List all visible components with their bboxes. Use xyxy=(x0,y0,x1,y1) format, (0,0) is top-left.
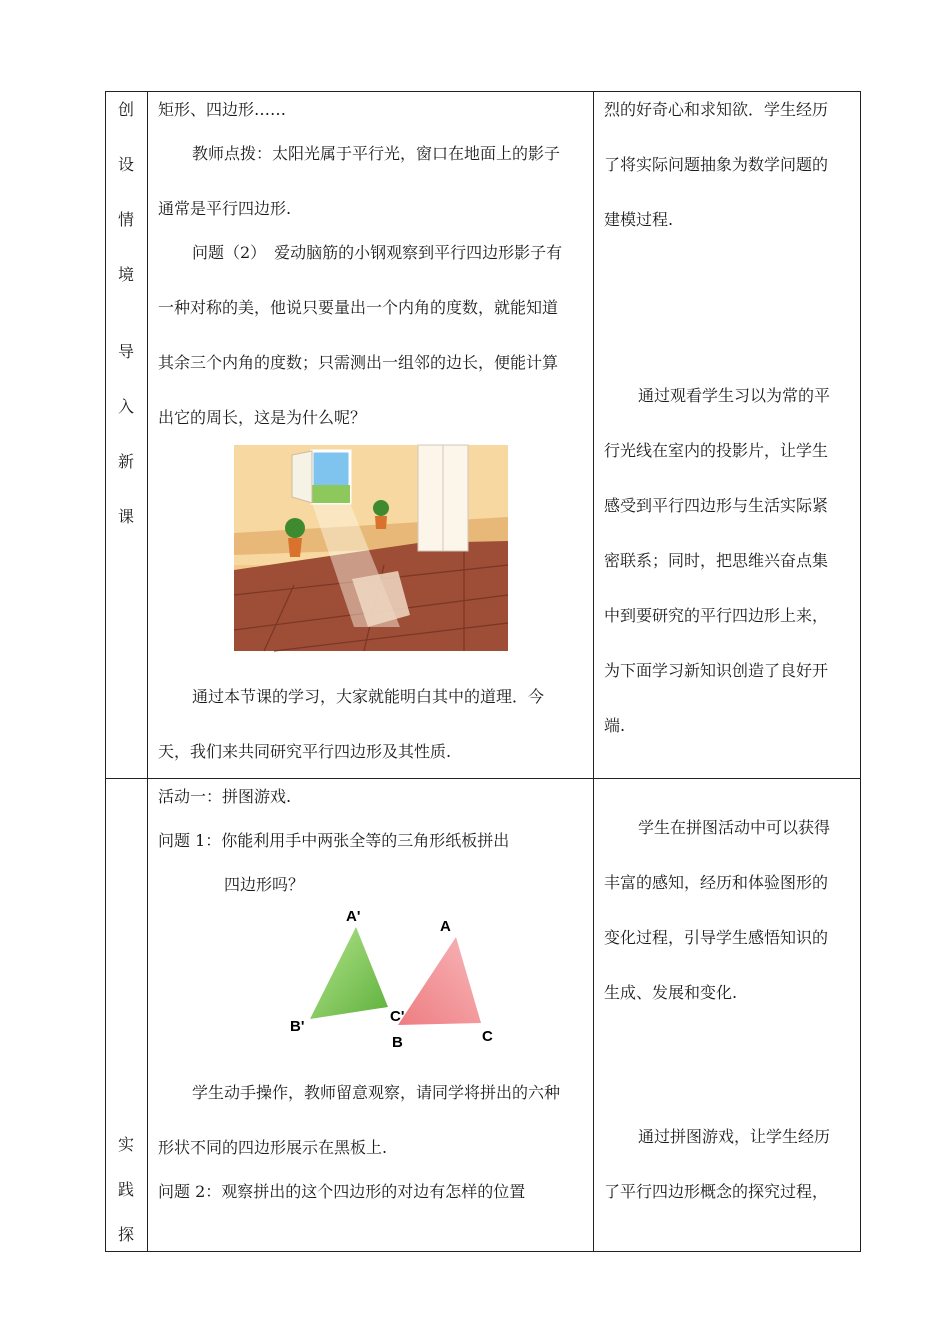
intent-line: 感受到平行四边形与生活实际紧 xyxy=(604,496,829,515)
intent-line: 通过观看学生习以为常的平 xyxy=(638,386,831,405)
intent-line: 行光线在室内的投影片，让学生 xyxy=(604,441,829,460)
content-line: 天，我们来共同研究平行四边形及其性质. xyxy=(158,742,452,761)
stage-char: 实 xyxy=(118,1135,135,1154)
green-triangle xyxy=(310,927,388,1019)
label-a-prime: A' xyxy=(346,908,361,925)
triangles-figure xyxy=(268,907,493,1057)
intent-line: 生成、发展和变化. xyxy=(604,983,738,1002)
label-b-prime: B' xyxy=(290,1018,305,1035)
content-cell-intro xyxy=(148,92,594,779)
intent-line: 丰富的感知，经历和体验图形的 xyxy=(604,873,829,892)
pink-triangle xyxy=(398,937,481,1025)
intent-line: 建模过程. xyxy=(604,210,674,229)
label-c: C xyxy=(482,1028,493,1045)
stage-char: 设 xyxy=(118,155,135,174)
intent-line: 学生在拼图活动中可以获得 xyxy=(638,818,831,837)
label-b: B xyxy=(392,1034,403,1051)
label-c-prime: C' xyxy=(390,1008,405,1025)
stage-cell-intro xyxy=(106,92,148,779)
lesson-table xyxy=(105,91,861,1252)
content-line: 问题（2） 爱动脑筋的小钢观察到平行四边形影子有 xyxy=(192,243,563,262)
content-line: 通常是平行四边形. xyxy=(158,199,292,218)
intent-line: 了将实际问题抽象为数学问题的 xyxy=(604,155,829,174)
stage-cell-practice xyxy=(106,779,148,1252)
intent-line: 中到要研究的平行四边形上来， xyxy=(604,606,829,625)
stage-char: 情 xyxy=(118,210,135,229)
content-line: 通过本节课的学习，大家就能明白其中的道理．今 xyxy=(192,687,545,706)
intent-line: 烈的好奇心和求知欲．学生经历 xyxy=(604,100,829,119)
intent-line: 通过拼图游戏，让学生经历 xyxy=(638,1127,831,1146)
intent-line: 变化过程，引导学生感悟知识的 xyxy=(604,928,829,947)
room-sunlight-illustration xyxy=(234,445,508,651)
intent-line: 端. xyxy=(604,716,626,735)
stage-char: 导 xyxy=(118,342,135,361)
content-cell-practice xyxy=(148,779,594,1252)
content-line: 矩形、四边形…… xyxy=(158,100,287,119)
intent-cell-intro xyxy=(594,92,861,779)
label-a: A xyxy=(440,918,451,935)
content-line: 一种对称的美，他说只要量出一个内角的度数，就能知道 xyxy=(158,298,559,317)
content-line: 四边形吗？ xyxy=(224,875,305,894)
stage-char: 课 xyxy=(118,507,135,526)
stage-char: 境 xyxy=(118,265,135,284)
intent-line: 密联系；同时，把思维兴奋点集 xyxy=(604,551,829,570)
content-line: 其余三个内角的度数；只需测出一组邻的边长，便能计算 xyxy=(158,353,559,372)
content-line: 问题 1：你能利用手中两张全等的三角形纸板拼出 xyxy=(158,831,510,850)
stage-char: 入 xyxy=(118,397,135,416)
stage-char: 探 xyxy=(118,1225,135,1244)
intent-line: 为下面学习新知识创造了良好开 xyxy=(604,661,829,680)
content-line: 教师点拨：太阳光属于平行光，窗口在地面上的影子 xyxy=(192,144,561,163)
stage-char: 新 xyxy=(118,452,135,471)
content-line: 形状不同的四边形展示在黑板上. xyxy=(158,1138,388,1157)
content-line: 问题 2：观察拼出的这个四边形的对边有怎样的位置 xyxy=(158,1182,526,1201)
stage-char: 创 xyxy=(118,100,135,119)
stage-char: 践 xyxy=(118,1180,135,1199)
content-line: 活动一：拼图游戏. xyxy=(158,787,292,806)
content-line: 学生动手操作，教师留意观察，请同学将拼出的六种 xyxy=(192,1083,561,1102)
intent-cell-practice xyxy=(594,779,861,1252)
intent-line: 了平行四边形概念的探究过程， xyxy=(604,1182,829,1201)
content-line: 出它的周长，这是为什么呢？ xyxy=(158,408,367,427)
